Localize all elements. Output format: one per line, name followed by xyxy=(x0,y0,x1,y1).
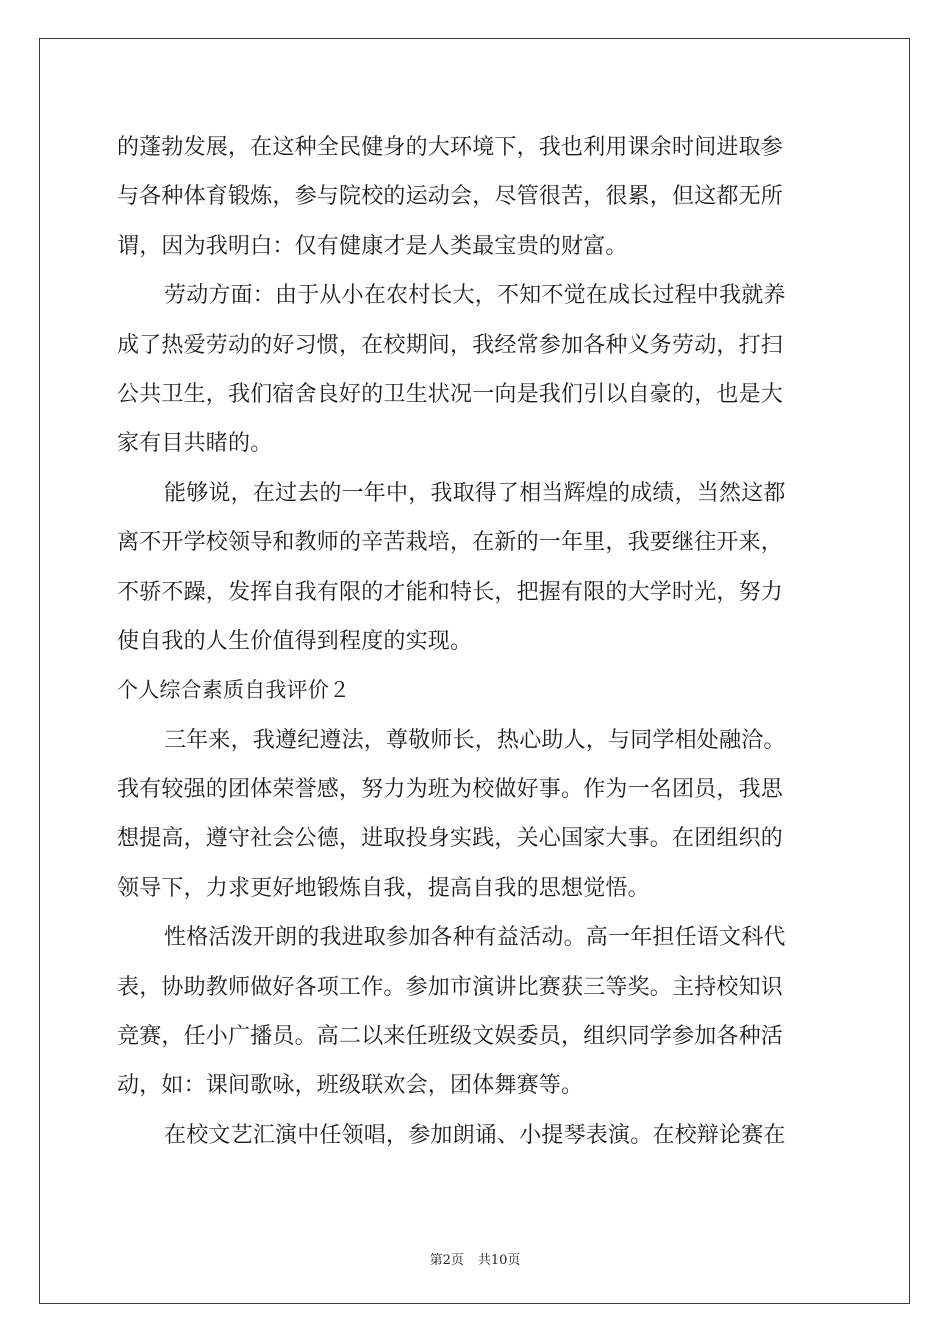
text-line: 成了热爱劳动的好习惯，在校期间，我经常参加各种义务劳动，打扫 xyxy=(117,332,784,358)
text-line: 的蓬勃发展，在这种全民健身的大环境下，我也利用课余时间进取参 xyxy=(117,135,784,160)
text-line: 与各种体育锻炼，参与院校的运动会，尽管很苦，很累，但这都无所 xyxy=(117,184,784,210)
text-line: 表，协助教师做好各项工作。参加市演讲比赛获三等奖。主持校知识 xyxy=(117,974,784,1000)
text-line: 我有较强的团体荣誉感，努力为班为校做好事。作为一名团员，我思 xyxy=(117,777,784,803)
text-line: 使自我的人生价值得到程度的实现。 xyxy=(117,628,473,654)
text-line: 公共卫生，我们宿舍良好的卫生状况一向是我们引以自豪的，也是大 xyxy=(117,381,784,407)
document-body xyxy=(117,123,837,1160)
text-line: 谓，因为我明白：仅有健康才是人类最宝贵的财富。 xyxy=(117,233,628,259)
text-line: 能够说，在过去的一年中，我取得了相当辉煌的成绩，当然这都 xyxy=(164,480,786,506)
text-line: 性格活泼开朗的我进取参加各种有益活动。高一年担任语文科代 xyxy=(164,925,786,951)
text-line: 竞赛，任小广播员。高二以来任班级文娱委员，组织同学参加各种活 xyxy=(117,1024,784,1050)
text-line: 离不开学校领导和教师的辛苦栽培，在新的一年里，我要继往开来， xyxy=(117,530,784,556)
text-line: 家有目共睹的。 xyxy=(117,431,273,457)
text-line: 不骄不躁，发挥自我有限的才能和特长，把握有限的大学时光，努力 xyxy=(117,579,784,605)
section-heading: 个人综合素质自我评价２ xyxy=(117,678,351,703)
total-pages: 共10页 xyxy=(477,1253,521,1268)
text-line: 领导下，力求更好地锻炼自我，提高自我的思想觉悟。 xyxy=(117,875,650,901)
page-footer xyxy=(0,1249,950,1268)
text-line: 劳动方面：由于从小在农村长大，不知不觉在成长过程中我就养 xyxy=(164,283,786,309)
text-line: 想提高，遵守社会公德，进取投身实践，关心国家大事。在团组织的 xyxy=(117,826,784,852)
text-line: 在校文艺汇演中任领唱，参加朗诵、小提琴表演。在校辩论赛在 xyxy=(164,1122,786,1148)
page-number: 第2页 xyxy=(429,1253,464,1268)
text-line: 动，如：课间歌咏，班级联欢会，团体舞赛等。 xyxy=(117,1073,584,1099)
text-line: 三年来，我遵纪遵法，尊敬师长，热心助人，与同学相处融洽。 xyxy=(164,727,786,753)
